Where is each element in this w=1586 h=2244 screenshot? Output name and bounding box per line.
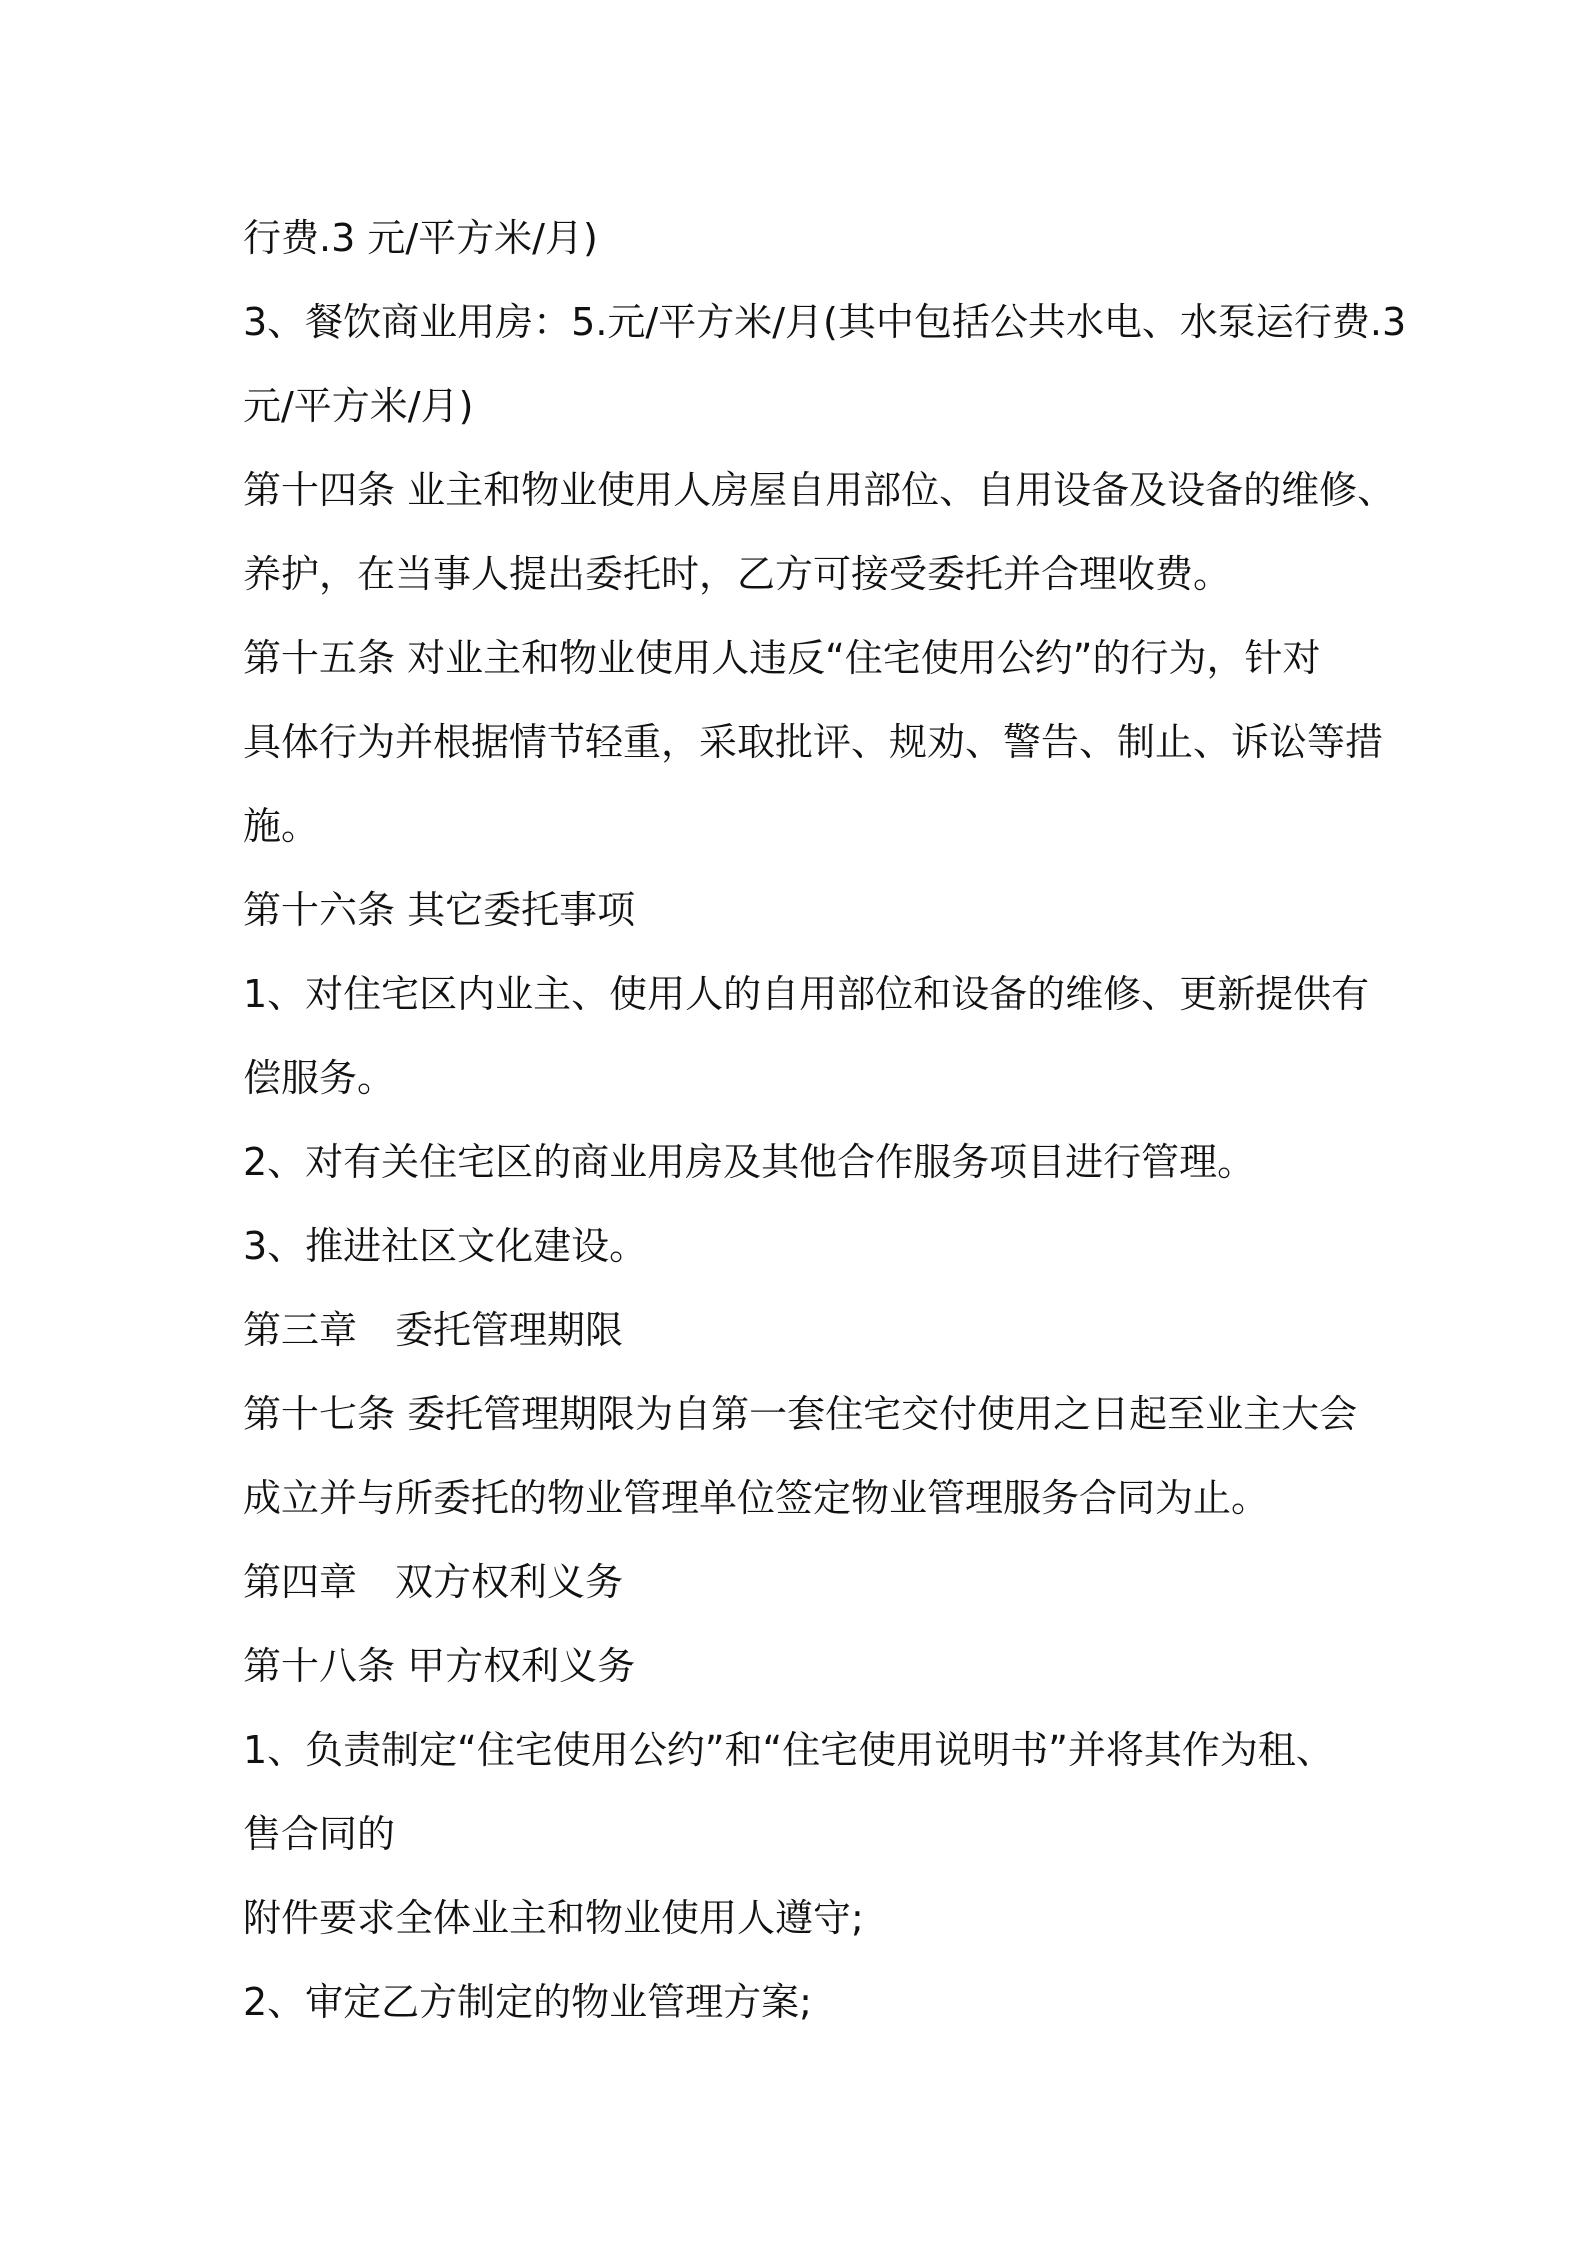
text-line: 成立并与所委托的物业管理单位签定物业管理服务合同为止。 xyxy=(243,1476,1270,1520)
article-18-heading: 第十八条 甲方权利义务 xyxy=(243,1644,636,1688)
article-14-line: 第十四条 业主和物业使用人房屋自用部位、自用设备及设备的维修、 xyxy=(243,468,1396,512)
text-line: 元/平方米/月) xyxy=(243,384,474,428)
list-item: 2、对有关住宅区的商业用房及其他合作服务项目进行管理。 xyxy=(243,1140,1256,1184)
chapter-3-heading: 第三章 委托管理期限 xyxy=(243,1308,624,1352)
list-item: 1、负责制定“住宅使用公约”和“住宅使用说明书”并将其作为租、 xyxy=(243,1728,1334,1772)
chapter-4-heading: 第四章 双方权利义务 xyxy=(243,1560,624,1604)
list-item: 1、对住宅区内业主、使用人的自用部位和设备的维修、更新提供有 xyxy=(243,972,1370,1016)
list-item: 2、审定乙方制定的物业管理方案; xyxy=(243,1980,812,2024)
text-line: 施。 xyxy=(243,804,320,848)
article-17-line: 第十七条 委托管理期限为自第一套住宅交付使用之日起至业主大会 xyxy=(243,1392,1358,1436)
text-line: 附件要求全体业主和物业使用人遵守; xyxy=(243,1896,864,1940)
text-line: 偿服务。 xyxy=(243,1056,396,1100)
text-line: 3、餐饮商业用房：5.元/平方米/月(其中包括公共水电、水泵运行费.3 xyxy=(243,300,1407,344)
text-line: 行费.3 元/平方米/月) xyxy=(243,216,598,260)
article-15-line: 第十五条 对业主和物业使用人违反“住宅使用公约”的行为，针对 xyxy=(243,636,1321,680)
text-line: 养护，在当事人提出委托时，乙方可接受委托并合理收费。 xyxy=(243,552,1232,596)
article-16-heading: 第十六条 其它委托事项 xyxy=(243,888,636,932)
text-line: 售合同的 xyxy=(243,1812,396,1856)
text-line: 具体行为并根据情节轻重，采取批评、规劝、警告、制止、诉讼等措 xyxy=(243,720,1384,764)
document-body xyxy=(243,196,1407,2044)
list-item: 3、推进社区文化建设。 xyxy=(243,1224,648,1268)
